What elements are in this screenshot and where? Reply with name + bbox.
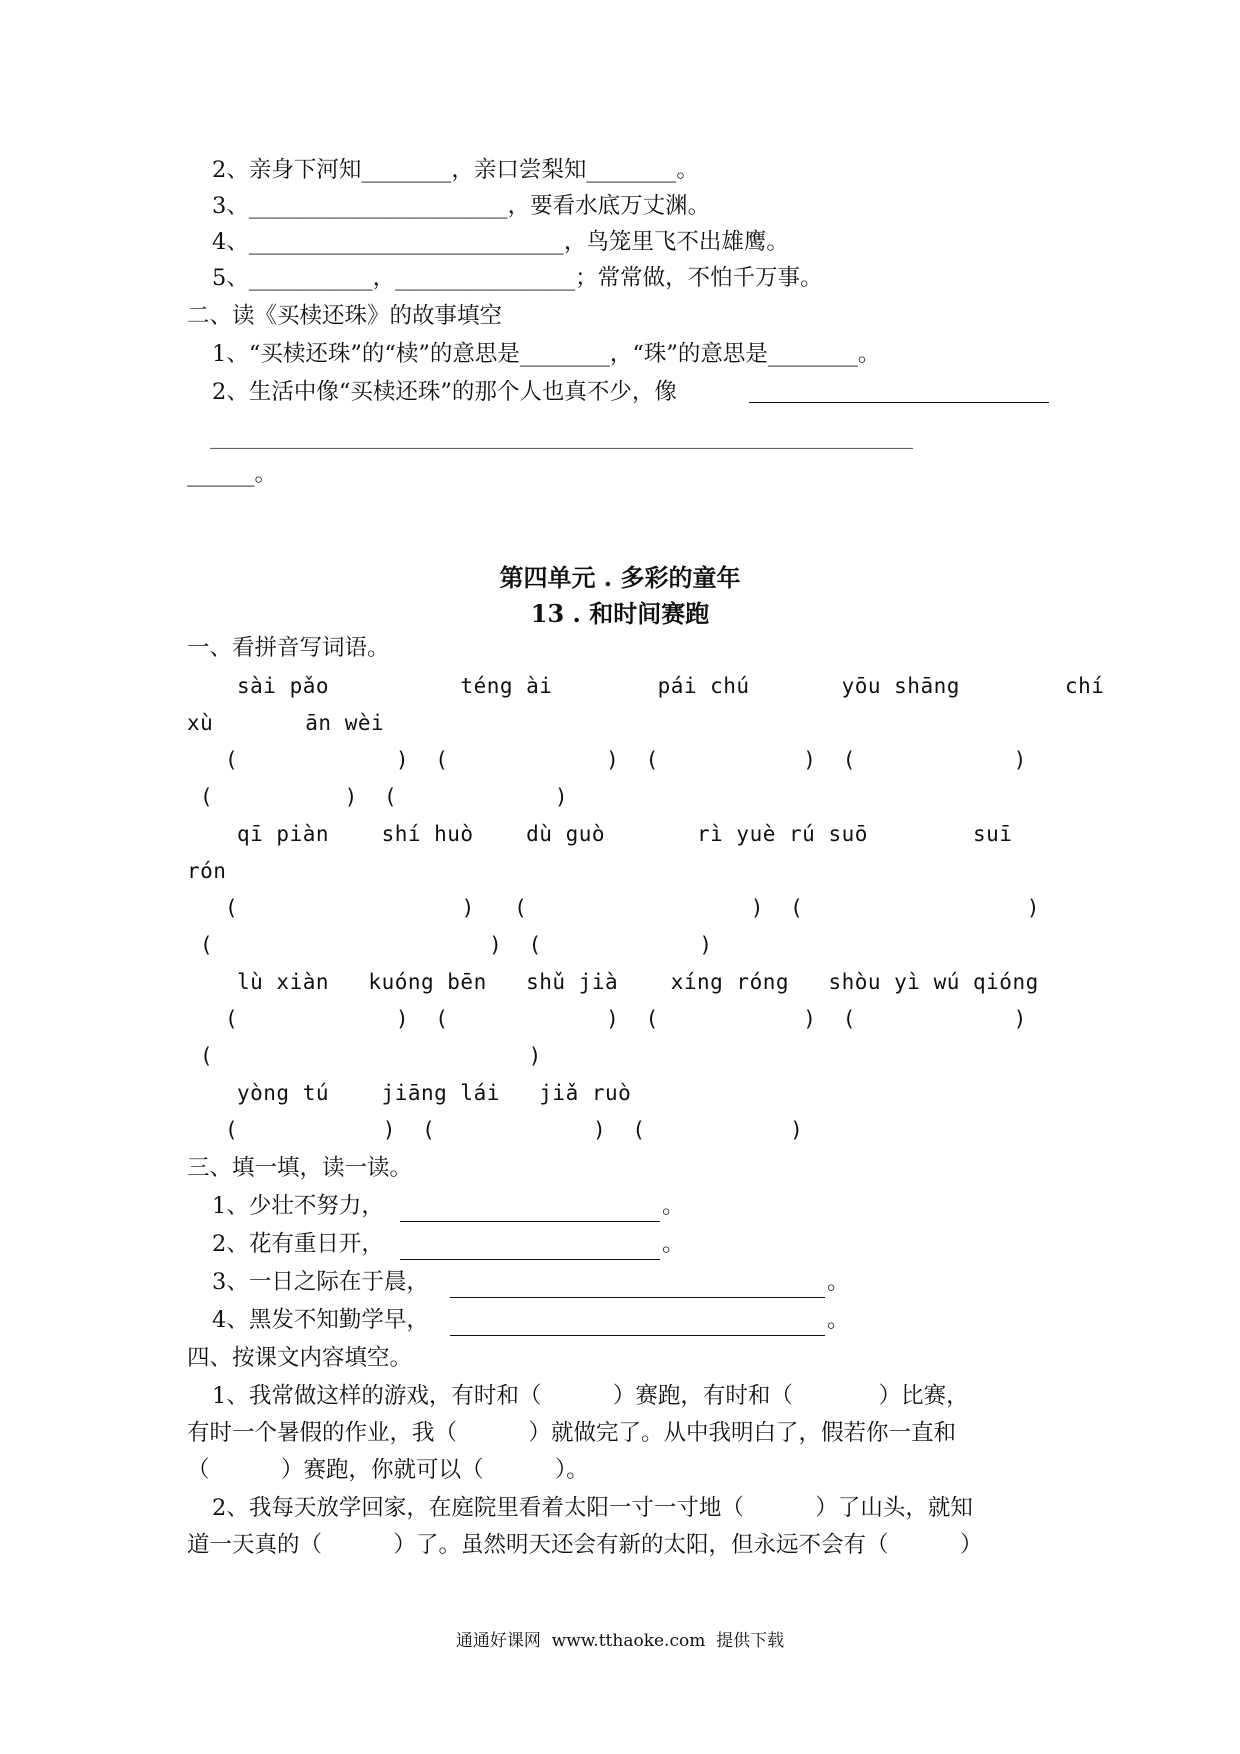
lesson-title: 13 . 和时间赛跑 (530, 599, 710, 628)
section-4-paragraph-2-line-2: 道一天真的（ ）了。虽然明天还会有新的太阳，但永远不会有（ ） (187, 1532, 983, 1558)
end-mark: 。 (662, 1193, 685, 1219)
section-2-question-2: 2、生活中像“买椟还珠”的那个人也真不少，像 (212, 379, 677, 405)
pinyin-row-4: yòng tú jiāng lái jiǎ ruò (237, 1081, 632, 1105)
section-2-question-2-continuation: __________________________________________________________________________ (210, 427, 913, 449)
top-item-2: 2、亲身下河知________，亲口尝梨知________。 (212, 157, 699, 183)
answer-line (450, 1297, 825, 1298)
page-footer: 通通好课网 www.tthaoke.com 提供下载 (455, 1631, 785, 1651)
section-4-paragraph-2-line-1: 2、我每天放学回家，在庭院里看着太阳一寸一寸地（ ）了山头，就知 (212, 1495, 973, 1521)
bracket-row-2: ( ) ( ) ( ) (225, 896, 1040, 920)
bracket-row-4: ( ) ( ) ( ) (225, 1118, 804, 1142)
section-3-heading: 三、填一填，读一读。 (187, 1155, 413, 1181)
section-1-heading: 一、看拼音写词语。 (187, 635, 390, 661)
unit-title: 第四单元 . 多彩的童年 (499, 563, 741, 592)
end-mark: 。 (827, 1307, 850, 1333)
section-2-heading: 二、读《买椟还珠》的故事填空 (187, 303, 503, 329)
bracket-row-1-wrap: ( ) ( ) (200, 785, 569, 809)
bracket-row-3-wrap: ( ) (200, 1044, 542, 1068)
pinyin-row-3: lù xiàn kuóng bēn shǔ jià xíng róng shòu yì wú qióng (237, 970, 1039, 994)
top-item-4: 4、____________________________，鸟笼里飞不出雄鹰。 (212, 229, 789, 255)
section-3-question-1: 1、少壮不努力， (212, 1193, 384, 1219)
section-4-paragraph-1-line-2: 有时一个暑假的作业，我（ ）就做完了。从中我明白了，假若你一直和 (187, 1420, 957, 1446)
pinyin-row-2-wrap: rón (187, 859, 227, 883)
bracket-row-2-wrap: ( ) ( ) (200, 933, 713, 957)
answer-line (400, 1221, 660, 1222)
section-4-paragraph-1-line-1: 1、我常做这样的游戏，有时和（ ）赛跑，有时和（ ）比赛， (212, 1383, 969, 1409)
section-3-question-3: 3、一日之际在于晨， (212, 1269, 429, 1295)
pinyin-row-1-wrap: xù ān wèi (187, 711, 385, 735)
section-2-question-2-end: ______。 (187, 461, 278, 487)
section-3-question-2: 2、花有重日开， (212, 1231, 384, 1257)
top-item-5: 5、___________，________________；常常做，不怕千万事。 (212, 265, 823, 291)
answer-line (749, 402, 1049, 403)
bracket-row-3: ( ) ( ) ( ) ( ) (225, 1007, 1027, 1031)
section-3-question-4: 4、黑发不知勤学早， (212, 1307, 429, 1333)
top-item-3: 3、_______________________，要看水底万丈渊。 (212, 193, 711, 219)
bracket-row-1: ( ) ( ) ( ) ( ) (225, 748, 1027, 772)
end-mark: 。 (827, 1269, 850, 1295)
pinyin-row-1: sài pǎo téng ài pái chú yōu shāng chí (237, 674, 1105, 698)
end-mark: 。 (662, 1231, 685, 1257)
section-2-question-1: 1、“买椟还珠”的“椟”的意思是________，“珠”的意思是________。 (212, 341, 881, 367)
section-4-paragraph-1-line-3: （ ）赛跑，你就可以（ ）。 (187, 1457, 589, 1483)
answer-line (450, 1335, 825, 1336)
answer-line (400, 1259, 660, 1260)
pinyin-row-2: qī piàn shí huò dù guò rì yuè rú suō suī (237, 822, 1013, 846)
section-4-heading: 四、按课文内容填空。 (187, 1345, 413, 1371)
